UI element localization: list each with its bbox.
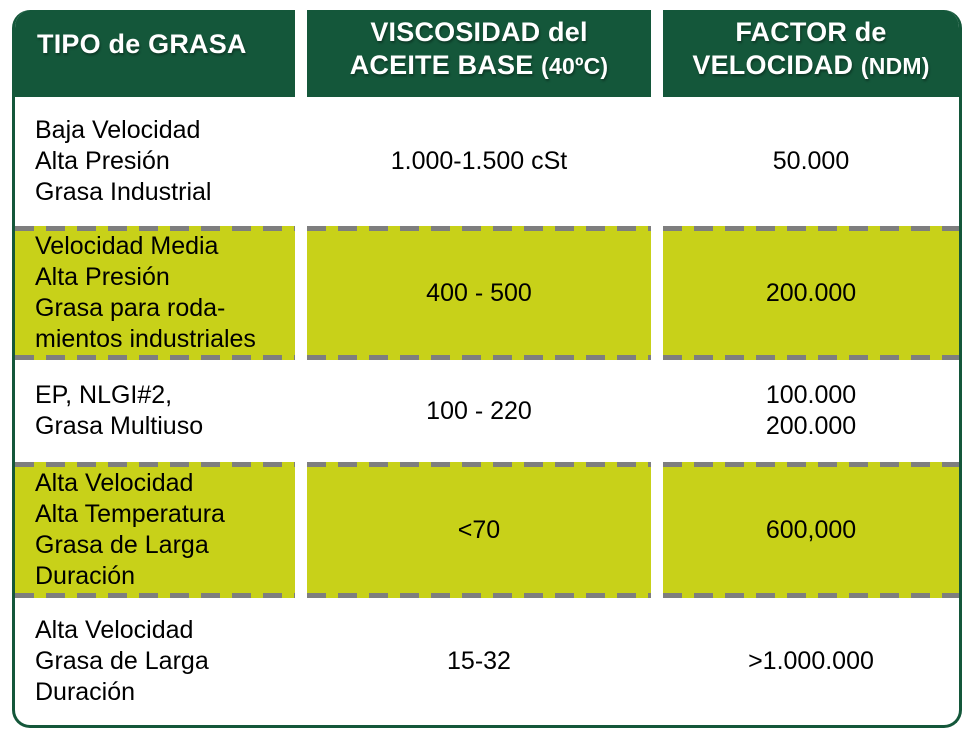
cell-viscosidad: 400 - 500 — [307, 226, 651, 360]
column-gap — [295, 360, 307, 462]
grease-table — [12, 10, 962, 728]
header-viscosidad-line2: ACEITE BASE (40ºC) — [349, 50, 609, 80]
table-row — [15, 598, 959, 725]
column-gap — [651, 462, 663, 598]
cell-factor: 100.000 200.000 — [765, 381, 857, 440]
cell-factor: 200.000 — [663, 226, 959, 360]
cell-tipo: Alta Velocidad Grasa de Larga Duración — [35, 616, 209, 706]
column-gap — [295, 598, 307, 725]
header-viscosidad — [307, 10, 651, 97]
cell-viscosidad: 1.000-1.500 cSt — [390, 147, 568, 175]
column-gap — [295, 97, 307, 226]
cell-factor: >1.000.000 — [748, 647, 874, 675]
table-row — [15, 226, 959, 360]
cell-viscosidad: 15-32 — [447, 647, 511, 675]
table-row — [15, 97, 959, 226]
header-factor-line2: VELOCIDAD (NDM) — [692, 50, 930, 80]
column-gap — [651, 598, 663, 725]
cell-tipo: Alta Velocidad Alta Temperatura Grasa de Larga Duración — [15, 462, 295, 598]
header-viscosidad-line1: VISCOSIDAD del — [370, 17, 588, 47]
header-tipo-de-grasa — [15, 10, 295, 97]
header-viscosidad-paren: (40ºC) — [541, 53, 609, 79]
cell-factor: 50.000 — [772, 147, 850, 175]
table-header-row — [15, 10, 959, 97]
header-factor-velocidad — [663, 10, 959, 97]
table-row — [15, 360, 959, 462]
header-factor-paren: (NDM) — [860, 53, 930, 79]
column-gap — [651, 10, 663, 97]
column-gap — [651, 226, 663, 360]
cell-viscosidad: <70 — [307, 462, 651, 598]
column-gap — [295, 10, 307, 97]
table-row — [15, 462, 959, 598]
header-factor-line1: FACTOR de — [735, 17, 887, 47]
column-gap — [295, 462, 307, 598]
cell-tipo: EP, NLGI#2, Grasa Multiuso — [35, 381, 204, 440]
cell-viscosidad: 100 - 220 — [426, 396, 532, 425]
column-gap — [651, 360, 663, 462]
cell-tipo: Baja Velocidad Alta Presión Grasa Industrial — [35, 116, 212, 206]
header-tipo-label: TIPO de GRASA — [37, 29, 247, 59]
cell-tipo: Velocidad Media Alta Presión Grasa para roda- mientos industriales — [15, 226, 295, 360]
cell-factor: 600,000 — [663, 462, 959, 598]
column-gap — [295, 226, 307, 360]
column-gap — [651, 97, 663, 226]
